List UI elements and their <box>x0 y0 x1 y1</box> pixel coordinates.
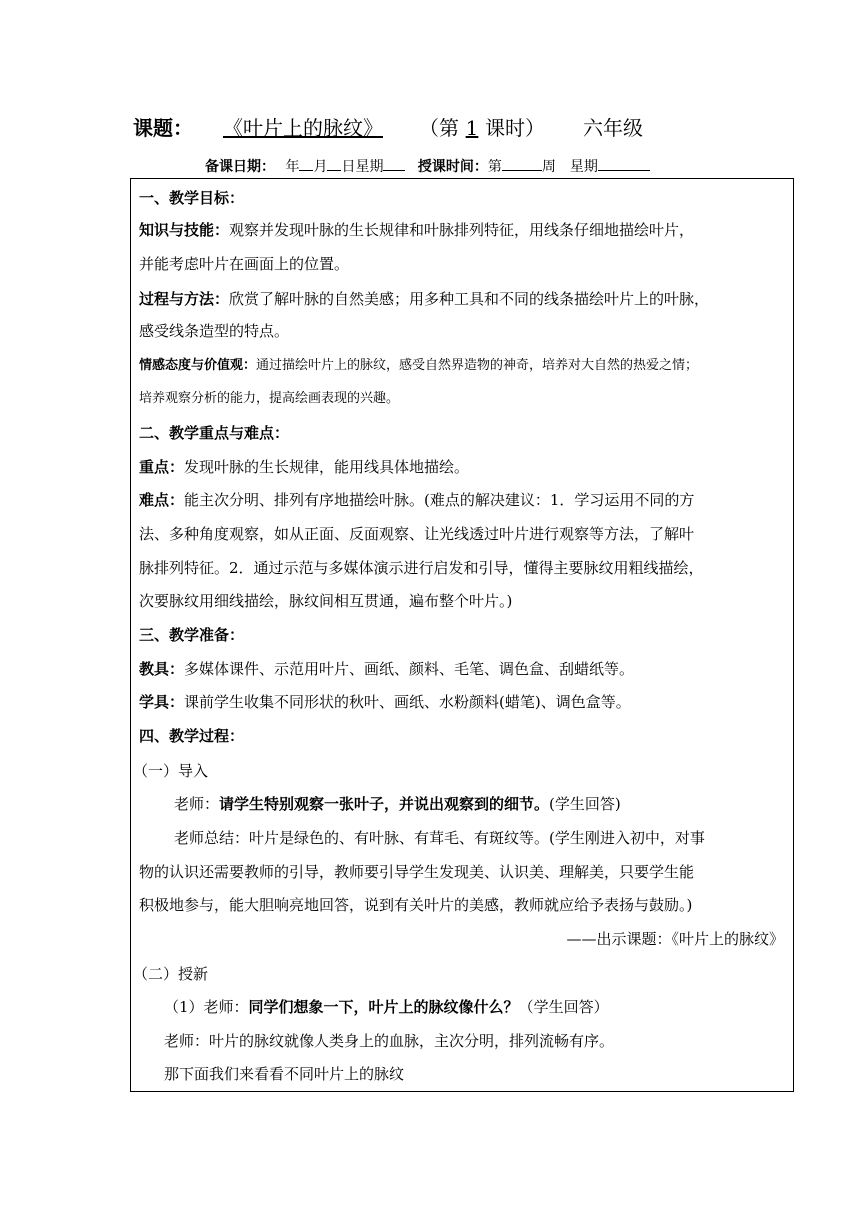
difficulty-line1 <box>139 489 694 511</box>
teach-weekday: 星期 <box>569 159 598 175</box>
teach-week-blank <box>502 156 542 171</box>
question-prefix: （1）老师： <box>164 998 249 1016</box>
month-blank <box>299 156 313 171</box>
question-line <box>164 996 609 1018</box>
question-suffix: （学生回答） <box>518 998 609 1016</box>
process-line2: 感受线条造型的特点。 <box>139 322 290 340</box>
lesson-title-line <box>133 113 643 143</box>
teacher-prompt1-suffix: (学生回答) <box>549 795 621 813</box>
student-tools-text: 课前学生收集不同形状的秋叶、画纸、水粉颜料(蜡笔)、调色盒等。 <box>184 693 631 711</box>
teaching-tools-text: 多媒体课件、示范用叶片、画纸、颜料、毛笔、调色盒、刮蜡纸等。 <box>184 660 635 678</box>
difficulty-line4: 次要脉纹用细线描绘，脉纹间相互贯通，遍布整个叶片。) <box>139 592 513 610</box>
difficulty-line3: 脉排列特征。2．通过示范与多媒体演示进行启发和引导，懂得主要脉纹用粗线描绘， <box>139 559 704 577</box>
teach-weekday-blank <box>598 156 650 171</box>
period-open: （第 <box>419 116 459 140</box>
teach-di: 第 <box>487 159 502 175</box>
process-text1: 欣赏了解叶脉的自然美感；用多种工具和不同的线条描绘叶片上的叶脉， <box>229 290 710 308</box>
knowledge-line1 <box>139 219 694 241</box>
key-text: 发现叶脉的生长规律，能用线具体地描绘。 <box>184 458 470 476</box>
part1-heading: （一）导入 <box>133 762 209 780</box>
summary-line2: 物的认识还需要教师的引导，教师要引导学生发现美、认识美、理解美，只要学生能 <box>139 863 695 881</box>
teach-time-label: 授课时间： <box>417 159 488 175</box>
teacher-prefix1: 老师： <box>174 795 220 813</box>
title-label: 课题： <box>133 116 193 140</box>
knowledge-label: 知识与技能： <box>139 221 230 239</box>
part2-heading: （二）授新 <box>133 965 209 983</box>
date-line <box>205 156 650 177</box>
section4-heading: 四、教学过程： <box>139 727 245 745</box>
answer-line1: 老师：叶片的脉纹就像人类身上的血脉，主次分明，排列流畅有序。 <box>164 1032 615 1050</box>
question-bold: 同学们想象一下，叶片上的脉纹像什么？ <box>248 998 519 1016</box>
key-label: 重点： <box>139 458 185 476</box>
teaching-tools-label: 教具： <box>139 660 185 678</box>
process-label: 过程与方法： <box>139 290 230 308</box>
teacher-prompt1 <box>174 793 621 815</box>
period-number: 1 <box>465 116 479 140</box>
summary-line3: 积极地参与，能大胆响亮地回答，说到有关叶片的美感，教师就应给予表扬与鼓励。) <box>139 896 693 914</box>
difficulty-line2: 法、多种角度观察，如从正面、反面观察、让光线透过叶片进行观察等方法，了解叶 <box>139 525 695 543</box>
section2-heading: 二、教学重点与难点： <box>139 424 290 442</box>
teach-week: 周 <box>541 159 556 175</box>
prep-day-week: 日星期 <box>341 159 384 175</box>
teaching-tools-line <box>139 658 634 680</box>
key-point-line <box>139 456 469 478</box>
knowledge-line2: 并能考虑叶片在画面上的位置。 <box>139 255 350 273</box>
answer-line2: 那下面我们来看看不同叶片上的脉纹 <box>164 1065 405 1083</box>
summary-line1: 老师总结：叶片是绿色的、有叶脉、有茸毛、有斑纹等。(学生刚进入初中，对事 <box>174 829 705 847</box>
emotion-line2: 培养观察分析的能力，提高绘画表现的兴趣。 <box>139 391 400 406</box>
prep-date-label: 备课日期： <box>205 159 275 175</box>
prep-month: 月 <box>313 159 328 175</box>
emotion-label: 情感态度与价值观： <box>139 358 257 373</box>
difficulty-label: 难点： <box>139 491 185 509</box>
teacher-prompt1-bold: 请学生特别观察一张叶子，并说出观察到的细节。 <box>219 795 550 813</box>
section1-heading: 一、教学目标： <box>139 189 245 207</box>
emotion-text1: 通过描绘叶片上的脉纹，感受自然界造物的神奇，培养对大自然的热爱之情； <box>256 358 699 373</box>
process-line1 <box>139 288 709 310</box>
emotion-line1 <box>139 355 698 377</box>
knowledge-text1: 观察并发现叶脉的生长规律和叶脉排列特征，用线条仔细地描绘叶片， <box>229 221 695 239</box>
day-blank <box>327 156 341 171</box>
week-blank <box>383 156 405 171</box>
period-close: 课时） <box>485 116 545 140</box>
section3-heading: 三、教学准备： <box>139 626 245 644</box>
student-tools-line <box>139 691 631 713</box>
prep-year: 年 <box>285 159 300 175</box>
lesson-name: 《叶片上的脉纹》 <box>223 116 383 140</box>
grade-label: 六年级 <box>583 116 643 140</box>
student-tools-label: 学具： <box>139 693 185 711</box>
show-title-line: ——出示课题：《叶片上的脉纹》 <box>566 930 784 948</box>
difficulty-text1: 能主次分明、排列有序地描绘叶脉。(难点的解决建议：1．学习运用不同的方 <box>184 491 695 509</box>
